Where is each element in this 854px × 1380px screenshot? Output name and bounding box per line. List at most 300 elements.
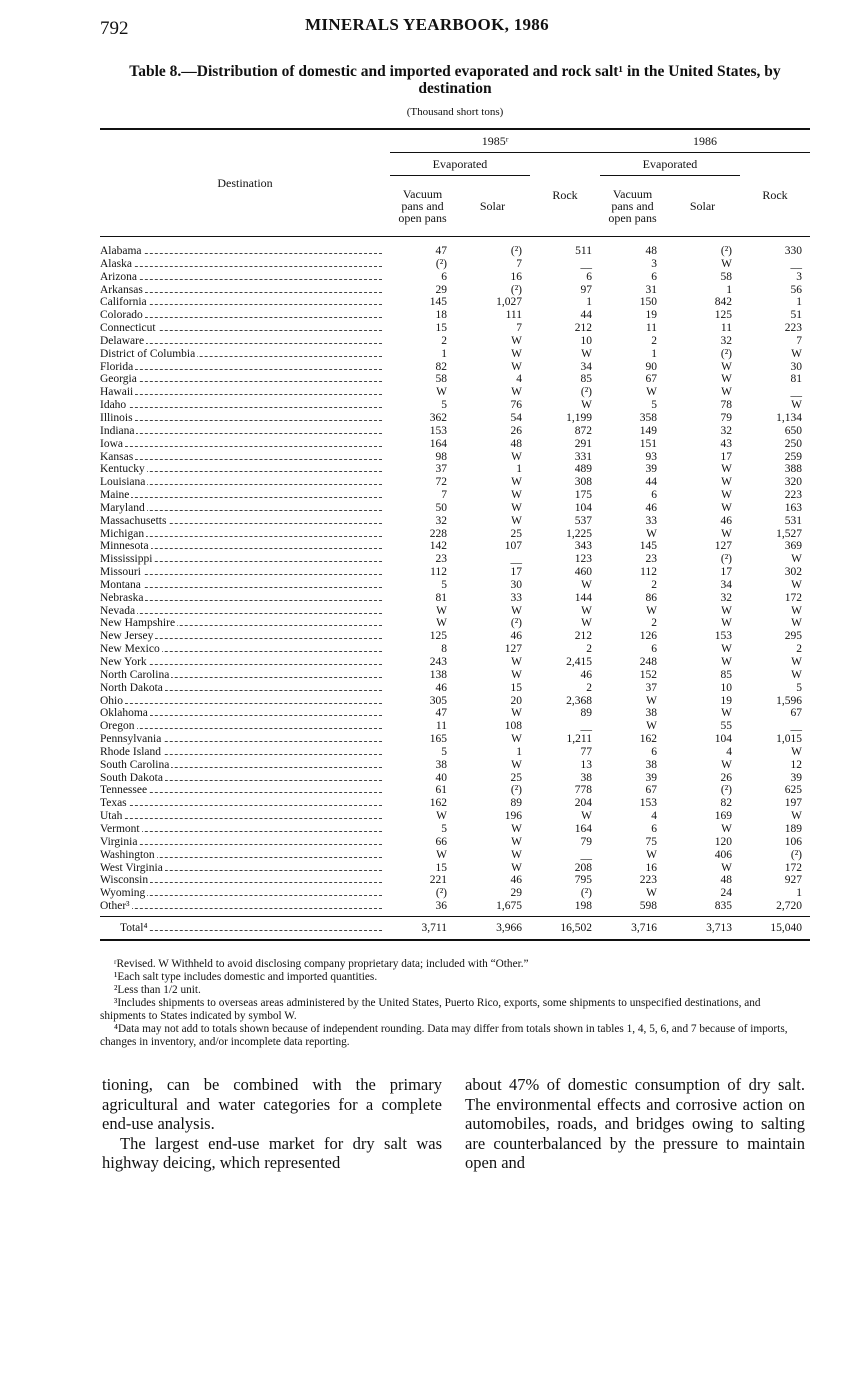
destination-label: New York [100, 656, 147, 668]
value-cell: 51 [790, 309, 802, 322]
value-cell: 26 [510, 424, 522, 437]
table-row [100, 784, 810, 797]
value-cell: W [721, 758, 732, 771]
value-cell: 26 [720, 771, 732, 784]
value-cell: 537 [574, 514, 592, 527]
destination-cell [100, 322, 390, 335]
value-cell: 1,015 [776, 733, 802, 746]
value-cell: 2 [586, 681, 592, 694]
destination-label: Virginia [100, 835, 138, 848]
value-cell: W [791, 668, 802, 681]
vacuum-label: Vacuum pans and open pans [398, 187, 447, 225]
value-cell: 221 [429, 874, 447, 887]
value-cell: W [581, 604, 592, 617]
value-cell: W [721, 707, 732, 720]
value-cell: 67 [645, 784, 657, 797]
value-cell: 4 [651, 810, 657, 823]
value-cell: 1,199 [566, 411, 592, 424]
total-value-cell: 3,711 [390, 916, 455, 940]
value-cell: 16 [510, 270, 522, 283]
table-row [100, 605, 810, 618]
destination-cell [100, 836, 390, 849]
value-cell: 30 [790, 360, 802, 373]
destination-label: Alabama [100, 245, 142, 257]
value-cell: 10 [720, 681, 732, 694]
value-cell: 1 [516, 463, 522, 476]
value-cell: 36 [435, 900, 447, 913]
value-cell: 30 [510, 578, 522, 591]
destination-label: Wisconsin [100, 874, 149, 887]
value-cell: 331 [574, 450, 592, 463]
value-cell: 46 [510, 874, 522, 887]
table-row [100, 553, 810, 566]
value-cell: 169 [714, 810, 732, 823]
table-row [100, 656, 810, 669]
running-head: MINERALS YEARBOOK, 1986 [305, 15, 549, 34]
value-cell: 295 [784, 630, 802, 643]
value-cell: 90 [645, 360, 657, 373]
table-row [100, 271, 810, 284]
destination-label: Minnesota [100, 540, 149, 553]
year-1986-header: 1986 [600, 130, 810, 153]
value-cell: 8 [441, 643, 447, 656]
destination-label: Kentucky [100, 463, 145, 476]
value-cell: 38 [645, 707, 657, 720]
value-cell: W [721, 656, 732, 668]
body-paragraph: The largest end-use market for dry salt was highway deicing, which represented [102, 1133, 442, 1172]
value-cell: W [791, 745, 802, 758]
destination-cell [100, 399, 390, 412]
value-cell: (²) [435, 887, 447, 900]
value-cell: 33 [510, 591, 522, 604]
value-cell: 46 [645, 501, 657, 514]
value-cell: 72 [435, 476, 447, 489]
value-cell: 85 [720, 668, 732, 681]
value-cell: (²) [720, 245, 732, 257]
value-cell: 163 [784, 501, 802, 514]
destination-cell [100, 617, 390, 630]
destination-label: Alaska [100, 257, 132, 270]
value-cell: 6 [651, 270, 657, 283]
destination-cell [100, 386, 390, 399]
value-cell: 7 [441, 489, 447, 502]
table-row [100, 348, 810, 361]
value-cell: __ [580, 848, 592, 861]
table-row [100, 823, 810, 836]
table-row [100, 592, 810, 605]
body-column-right [465, 1075, 805, 1173]
value-cell: 32 [435, 514, 447, 527]
table-row [100, 862, 810, 875]
table-row [100, 476, 810, 489]
value-cell: W [646, 386, 657, 399]
value-cell: 5 [441, 822, 447, 835]
value-cell: 250 [784, 437, 802, 450]
value-cell: 320 [784, 476, 802, 489]
table-row [100, 797, 810, 810]
value-cell: 165 [429, 733, 447, 746]
destination-cell [100, 643, 390, 656]
value-cell: 388 [784, 463, 802, 476]
value-cell: (²) [510, 245, 522, 257]
table-row [100, 438, 810, 451]
destination-label: Ohio [100, 694, 123, 707]
destination-label: Oklahoma [100, 707, 148, 720]
value-cell: 511 [575, 245, 592, 257]
value-cell: 6 [651, 822, 657, 835]
vacuum-label: Vacuum pans and open pans [608, 187, 657, 225]
destination-label: California [100, 296, 147, 309]
value-cell: 79 [580, 835, 592, 848]
value-cell: W [721, 360, 732, 373]
value-cell: 106 [784, 835, 802, 848]
total-value-cell: 3,966 [455, 916, 530, 940]
total-row [100, 916, 810, 940]
total-value-cell: 15,040 [740, 916, 810, 940]
destination-cell [100, 682, 390, 695]
value-cell: 81 [435, 591, 447, 604]
value-cell: 259 [784, 450, 802, 463]
destination-cell [100, 438, 390, 451]
value-cell: 2,720 [776, 900, 802, 913]
destination-label: Maryland [100, 501, 145, 514]
value-cell: 145 [639, 540, 657, 553]
value-cell: 7 [796, 334, 802, 347]
value-cell: 5 [441, 745, 447, 758]
table-row [100, 720, 810, 733]
value-cell: 151 [639, 437, 657, 450]
table-row [100, 296, 810, 309]
destination-cell [100, 489, 390, 502]
value-cell: W [511, 514, 522, 527]
value-cell: 406 [714, 848, 732, 861]
value-cell: __ [510, 553, 522, 566]
destination-cell [100, 784, 390, 797]
value-cell: 2 [651, 334, 657, 347]
value-cell: W [511, 733, 522, 746]
value-cell: W [581, 810, 592, 823]
table-row [100, 540, 810, 553]
value-cell: W [581, 347, 592, 360]
value-cell: 38 [435, 758, 447, 771]
value-cell: 4 [726, 745, 732, 758]
destination-cell [100, 412, 390, 425]
value-cell: 15 [435, 322, 447, 335]
value-cell: 46 [580, 668, 592, 681]
destination-label: Indiana [100, 424, 135, 437]
destination-label: Delaware [100, 334, 145, 347]
value-cell: W [721, 861, 732, 874]
value-cell: 126 [639, 630, 657, 643]
value-cell: W [721, 386, 732, 399]
destination-label: Pennsylvania [100, 733, 162, 746]
table-row [100, 579, 810, 592]
value-cell: 93 [645, 450, 657, 463]
value-cell: 47 [435, 707, 447, 720]
value-cell: 81 [790, 373, 802, 386]
table-row [100, 489, 810, 502]
value-cell: W [721, 617, 732, 630]
destination-cell [100, 862, 390, 875]
total-label-cell [100, 916, 390, 940]
value-cell: 927 [784, 874, 802, 887]
destination-cell [100, 245, 390, 258]
value-cell: W [511, 347, 522, 360]
value-cell: 47 [435, 245, 447, 257]
value-cell: 56 [790, 283, 802, 296]
value-cell: 369 [784, 540, 802, 553]
table-row [100, 309, 810, 322]
value-cell: 11 [720, 322, 732, 335]
destination-label: Connecticut [100, 322, 156, 335]
value-cell: 2 [651, 578, 657, 591]
destination-label: Louisiana [100, 476, 146, 489]
value-cell: W [721, 257, 732, 270]
value-cell: 1,211 [566, 733, 592, 746]
destination-cell [100, 797, 390, 810]
value-cell: 104 [574, 501, 592, 514]
value-cell: (²) [510, 283, 522, 296]
value-cell: 362 [429, 411, 447, 424]
value-cell: 61 [435, 784, 447, 797]
year-1985-header: 1985ʳ [390, 130, 600, 153]
value-cell: 67 [645, 373, 657, 386]
destination-label: Maine [100, 489, 130, 502]
value-cell: 196 [504, 810, 522, 823]
value-cell: 6 [441, 270, 447, 283]
value-cell: 20 [510, 694, 522, 707]
destination-label: North Dakota [100, 681, 163, 694]
value-cell: W [581, 617, 592, 630]
value-cell: 197 [784, 797, 802, 810]
destination-cell [100, 695, 390, 708]
value-cell: W [511, 848, 522, 861]
table-row [100, 643, 810, 656]
value-cell: 98 [435, 450, 447, 463]
value-cell: 305 [429, 694, 447, 707]
value-cell: 223 [784, 322, 802, 335]
value-cell: 29 [510, 887, 522, 900]
total-label: Total⁴ [120, 921, 148, 934]
body-paragraph: about 47% of domestic consumption of dry salt. The environmental effects and corrosive action on automobiles, roads, and bridges owing to salting are counterbalanced by the pressure to maintain open and [465, 1075, 805, 1172]
table-row [100, 399, 810, 412]
value-cell: 223 [639, 874, 657, 887]
value-cell: __ [580, 720, 592, 733]
value-cell: 172 [784, 591, 802, 604]
value-cell: 32 [720, 424, 732, 437]
value-cell: 29 [435, 283, 447, 296]
value-cell: 44 [645, 476, 657, 489]
table-row [100, 695, 810, 708]
value-cell: 38 [645, 758, 657, 771]
destination-label: Georgia [100, 373, 137, 386]
value-cell: W [511, 656, 522, 668]
value-cell: 48 [510, 437, 522, 450]
destination-cell [100, 759, 390, 772]
value-cell: W [721, 604, 732, 617]
value-cell: W [791, 399, 802, 412]
value-cell: 85 [580, 373, 592, 386]
value-cell: 153 [639, 797, 657, 810]
value-cell: 54 [510, 411, 522, 424]
value-cell: W [791, 553, 802, 566]
solar-1985-header: Solar [479, 199, 506, 213]
table-row [100, 463, 810, 476]
destination-cell [100, 361, 390, 374]
value-cell: 97 [580, 283, 592, 296]
value-cell: W [511, 604, 522, 617]
table-row [100, 373, 810, 386]
table-row [100, 746, 810, 759]
value-cell: 17 [720, 450, 732, 463]
destination-label: Hawaii [100, 386, 134, 399]
destination-cell [100, 296, 390, 309]
value-cell: 142 [429, 540, 447, 553]
value-cell: 17 [510, 566, 522, 579]
value-cell: W [511, 822, 522, 835]
destination-cell [100, 874, 390, 887]
value-cell: 55 [720, 720, 732, 733]
value-cell: 32 [720, 334, 732, 347]
destination-label: Illinois [100, 411, 133, 424]
value-cell: 198 [574, 900, 592, 913]
table-row [100, 682, 810, 695]
value-cell: 291 [574, 437, 592, 450]
value-cell: W [511, 501, 522, 514]
value-cell: 38 [580, 771, 592, 784]
footnote-4: ⁴Data may not add to totals shown because of independent rounding. Data may differ from totals shown in tables 1, 4, 5, 6, and 7 because of imports, changes in inventory, and/or incomplete data reporting. [100, 1023, 788, 1048]
value-cell: (²) [790, 848, 802, 861]
destination-header: Destination [217, 176, 273, 190]
table-row [100, 759, 810, 772]
table-row [100, 566, 810, 579]
footnote-revised: ʳRevised. W Withheld to avoid disclosing company proprietary data; included with “Other.” [114, 958, 529, 970]
value-cell: W [511, 861, 522, 874]
value-cell: 16 [645, 861, 657, 874]
destination-cell [100, 900, 390, 916]
value-cell: W [511, 450, 522, 463]
vacuum-1985-header [390, 176, 455, 237]
value-cell: 18 [435, 309, 447, 322]
value-cell: W [791, 810, 802, 823]
destination-cell [100, 284, 390, 297]
value-cell: 172 [784, 861, 802, 874]
vacuum-1986-header [600, 176, 665, 237]
destination-label: Missouri [100, 566, 141, 579]
destination-cell [100, 451, 390, 464]
destination-cell [100, 309, 390, 322]
value-cell: W [436, 617, 447, 630]
value-cell: 58 [720, 270, 732, 283]
value-cell: 164 [429, 437, 447, 450]
destination-label: Iowa [100, 437, 123, 450]
footnote-1: ¹Each salt type includes domestic and imported quantities. [114, 971, 378, 983]
table-row [100, 617, 810, 630]
table-row [100, 810, 810, 823]
table-row [100, 412, 810, 425]
value-cell: 778 [574, 784, 592, 797]
value-cell: W [511, 334, 522, 347]
value-cell: 153 [429, 424, 447, 437]
table-row [100, 528, 810, 541]
value-cell: 125 [429, 630, 447, 643]
value-cell: 19 [720, 694, 732, 707]
value-cell: 164 [574, 822, 592, 835]
value-cell: W [436, 810, 447, 823]
destination-cell [100, 553, 390, 566]
value-cell: 34 [720, 578, 732, 591]
destination-label: South Dakota [100, 771, 163, 784]
value-cell: 189 [784, 822, 802, 835]
value-cell: W [646, 604, 657, 617]
value-cell: (²) [435, 257, 447, 270]
value-cell: 7 [516, 257, 522, 270]
destination-label: Idaho [100, 399, 127, 412]
destination-cell [100, 720, 390, 733]
value-cell: W [721, 527, 732, 540]
value-cell: 144 [574, 591, 592, 604]
value-cell: W [646, 720, 657, 733]
destination-label: New Jersey [100, 630, 154, 643]
destination-cell [100, 746, 390, 759]
table-row [100, 887, 810, 900]
value-cell: 243 [429, 656, 447, 668]
value-cell: 40 [435, 771, 447, 784]
value-cell: W [436, 386, 447, 399]
table-row [100, 630, 810, 643]
value-cell: W [511, 835, 522, 848]
value-cell: 1,225 [566, 527, 592, 540]
value-cell: 302 [784, 566, 802, 579]
destination-label: Wyoming [100, 887, 146, 900]
value-cell: 17 [720, 566, 732, 579]
value-cell: __ [790, 386, 802, 399]
value-cell: 112 [640, 566, 657, 579]
value-cell: __ [790, 720, 802, 733]
value-cell: 39 [645, 771, 657, 784]
value-cell: W [511, 758, 522, 771]
destination-cell [100, 502, 390, 515]
value-cell: (²) [720, 553, 732, 566]
destination-label: South Carolina [100, 758, 170, 771]
table-row [100, 386, 810, 399]
destination-label: Florida [100, 360, 134, 373]
value-cell: 10 [580, 334, 592, 347]
destination-cell [100, 849, 390, 862]
destination-label: Nevada [100, 604, 136, 617]
value-cell: 2 [651, 617, 657, 630]
value-cell: W [791, 347, 802, 360]
destination-cell [100, 348, 390, 361]
value-cell: W [646, 848, 657, 861]
value-cell: 104 [714, 733, 732, 746]
value-cell: 107 [504, 540, 522, 553]
value-cell: 531 [784, 514, 802, 527]
value-cell: 79 [720, 411, 732, 424]
evaporated-1985-header: Evaporated [390, 153, 530, 176]
value-cell: (²) [510, 617, 522, 630]
value-cell: 208 [574, 861, 592, 874]
value-cell: 1 [516, 745, 522, 758]
table-row [100, 900, 810, 916]
table-units: (Thousand short tons) [406, 106, 504, 118]
value-cell: W [581, 578, 592, 591]
value-cell: 5 [796, 681, 802, 694]
destination-cell [100, 887, 390, 900]
value-cell: 43 [720, 437, 732, 450]
value-cell: 127 [714, 540, 732, 553]
value-cell: 152 [639, 668, 657, 681]
